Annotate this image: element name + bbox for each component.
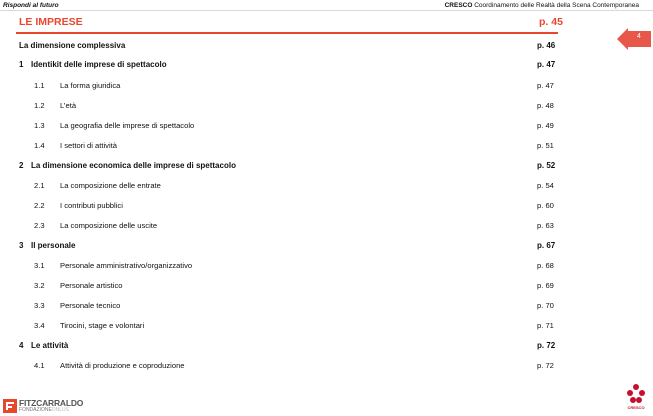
- header-description: Coordinamento delle Realtà della Scena Contemporanea: [474, 2, 639, 9]
- header-title: Rispondi al futuro: [3, 2, 59, 9]
- toc-entry[interactable]: [0, 340, 653, 352]
- toc-entry-number: 3.2: [34, 281, 45, 290]
- toc-entry[interactable]: [0, 200, 653, 212]
- toc-entry-number: 3.3: [34, 301, 45, 310]
- fitzcarraldo-logo: [3, 398, 93, 414]
- section-page-number: p. 45: [539, 16, 563, 28]
- toc-entry-label: L’età: [60, 101, 77, 110]
- toc-entry-number: 1.1: [34, 81, 45, 90]
- toc-entry-page: p. 69: [537, 281, 554, 290]
- header-brand: CRESCO: [444, 2, 473, 9]
- toc-entry[interactable]: [0, 220, 653, 232]
- toc-entry[interactable]: [0, 180, 653, 192]
- toc-entry-label: I contributi pubblici: [60, 201, 123, 210]
- section-title: LE IMPRESE: [19, 16, 83, 28]
- toc-entry-page: p. 49: [537, 121, 554, 130]
- toc-entry-number: 4: [19, 341, 24, 350]
- fitzcarraldo-mark-icon: [3, 399, 17, 413]
- toc-entry[interactable]: [0, 100, 653, 112]
- toc-entry[interactable]: [0, 260, 653, 272]
- toc-entry-number: 1: [19, 60, 24, 69]
- toc-entry-label: La composizione delle uscite: [60, 221, 158, 230]
- cresco-logo: [624, 382, 648, 412]
- toc-entry-label: La dimensione complessiva: [19, 41, 126, 50]
- toc-entry-page: p. 47: [537, 81, 554, 90]
- toc-entry-page: p. 72: [537, 361, 554, 370]
- toc-entry-label: Attività di produzione e coproduzione: [60, 361, 185, 370]
- toc-entry-page: p. 67: [537, 241, 556, 250]
- toc-entry-number: 3: [19, 241, 24, 250]
- toc-entry-label: Personale tecnico: [60, 301, 121, 310]
- toc-entry-number: 4.1: [34, 361, 45, 370]
- cresco-mark-icon: [624, 382, 648, 406]
- toc-entry-number: 3.4: [34, 321, 45, 330]
- toc-entry[interactable]: [0, 240, 653, 252]
- toc-entry[interactable]: [0, 360, 653, 372]
- toc-entry-page: p. 71: [537, 321, 554, 330]
- fitzcarraldo-name: FITZCARRALDO: [19, 398, 84, 408]
- toc-entry-number: 1.4: [34, 141, 45, 150]
- toc-entry-label: Identikit delle imprese di spettacolo: [31, 60, 167, 69]
- toc-entry-page: p. 60: [537, 201, 554, 210]
- toc-entry-label: Tirocini, stage e volontari: [60, 321, 145, 330]
- fitzcarraldo-subtitle: [19, 407, 69, 413]
- toc-entry[interactable]: [0, 140, 653, 152]
- fitzcarraldo-subtitle-light: ONLUS: [51, 407, 70, 413]
- toc-entry[interactable]: [0, 160, 653, 172]
- toc-entry-label: La composizione delle entrate: [60, 181, 161, 190]
- toc-entry[interactable]: [0, 120, 653, 132]
- cresco-label: CRESCO: [627, 405, 645, 410]
- toc-entry[interactable]: [0, 320, 653, 332]
- toc-entry-number: 3.1: [34, 261, 45, 270]
- toc-entry-label: La dimensione economica delle imprese di spettacolo: [31, 161, 236, 170]
- toc-entry-label: Le attività: [31, 341, 69, 350]
- toc-entry-page: p. 54: [537, 181, 554, 190]
- toc-entry-label: Il personale: [31, 241, 76, 250]
- toc-entry-page: p. 68: [537, 261, 554, 270]
- toc-entry-number: 2.3: [34, 221, 45, 230]
- toc-entry-number: 1.2: [34, 101, 45, 110]
- toc-entry-number: 2.1: [34, 181, 45, 190]
- toc-entry[interactable]: [0, 59, 653, 71]
- toc-entry-page: p. 52: [537, 161, 556, 170]
- toc-entry[interactable]: [0, 280, 653, 292]
- toc-entry-number: 2.2: [34, 201, 45, 210]
- toc-entry[interactable]: [0, 300, 653, 312]
- toc-entry-page: p. 72: [537, 341, 556, 350]
- toc-entry-page: p. 46: [537, 41, 556, 50]
- header-subtitle: [445, 2, 639, 9]
- toc-entry-number: 2: [19, 161, 24, 170]
- toc-entry-label: La geografia delle imprese di spettacolo: [60, 121, 195, 130]
- header-divider: [0, 10, 653, 11]
- toc-entry[interactable]: [0, 80, 653, 92]
- toc-entry-label: I settori di attività: [60, 141, 117, 150]
- toc-entry-page: p. 70: [537, 301, 554, 310]
- page-badge-number: 4: [637, 33, 641, 40]
- toc-entry-label: La forma giuridica: [60, 81, 121, 90]
- toc-entry-number: 1.3: [34, 121, 45, 130]
- toc-entry[interactable]: [0, 40, 653, 52]
- fitzcarraldo-subtitle-main: FONDAZIONE: [19, 407, 52, 413]
- toc-entry-page: p. 48: [537, 101, 554, 110]
- toc-entry-page: p. 63: [537, 221, 554, 230]
- toc-entry-label: Personale artistico: [60, 281, 123, 290]
- toc-entry-page: p. 51: [537, 141, 554, 150]
- toc-entry-label: Personale amministrativo/organizzativo: [60, 261, 193, 270]
- section-divider: [16, 32, 558, 34]
- toc-entry-page: p. 47: [537, 60, 556, 69]
